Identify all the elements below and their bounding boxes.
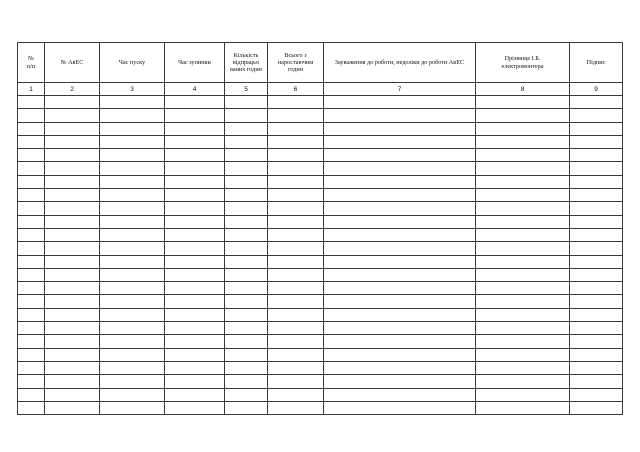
table-cell [18,401,45,414]
table-cell [324,282,476,295]
table-cell [18,255,45,268]
header-electrician-name [476,43,570,83]
table-cell [225,375,268,388]
table-cell [225,348,268,361]
table-cell [476,242,570,255]
table-cell [476,361,570,374]
table-cell [165,202,225,215]
table-cell [165,388,225,401]
table-cell [570,162,623,175]
header-start-time [100,43,165,83]
table-row [18,255,623,268]
table-cell [268,282,324,295]
table-cell [100,242,165,255]
table-cell [45,175,100,188]
table-cell [45,149,100,162]
table-cell [165,255,225,268]
table-cell [165,175,225,188]
table-cell [268,162,324,175]
table-cell [268,401,324,414]
column-number: 6 [268,83,324,96]
header-hours-worked [225,43,268,83]
table-cell [225,295,268,308]
table-cell [45,162,100,175]
table-cell [570,242,623,255]
table-cell [570,388,623,401]
table-cell [45,361,100,374]
table-cell [324,175,476,188]
table-cell [570,135,623,148]
table-cell [225,162,268,175]
table-cell [324,96,476,109]
header-stop-time-label: Час зупинки [178,58,211,66]
table-row [18,109,623,122]
table-row [18,135,623,148]
table-row [18,96,623,109]
table-cell [570,109,623,122]
table-cell [165,135,225,148]
table-cell [18,268,45,281]
table-cell [225,122,268,135]
header-stop-time [165,43,225,83]
table-cell [570,308,623,321]
table-cell [165,282,225,295]
table-cell [570,375,623,388]
table-cell [100,348,165,361]
table-cell [18,109,45,122]
table-cell [268,361,324,374]
table-cell [476,162,570,175]
table-cell [324,401,476,414]
table-cell [476,388,570,401]
table-cell [100,401,165,414]
table-cell [165,401,225,414]
table-row [18,175,623,188]
table-cell [268,96,324,109]
table-cell [570,202,623,215]
table-cell [45,335,100,348]
table-cell [268,295,324,308]
table-row [18,295,623,308]
table-cell [18,308,45,321]
header-row-number-label: № п/п [26,55,36,70]
table-cell [18,162,45,175]
table-cell [100,335,165,348]
table-row [18,282,623,295]
table-cell [476,149,570,162]
table-cell [45,295,100,308]
header-signature [570,43,623,83]
table-cell [268,149,324,162]
table-cell [225,268,268,281]
table-cell [45,215,100,228]
table-cell [100,162,165,175]
table-cell [476,335,570,348]
table-cell [268,189,324,202]
table-cell [268,335,324,348]
table-cell [570,228,623,241]
aves-operation-log-table [17,42,623,415]
table-cell [100,96,165,109]
table-cell [324,122,476,135]
header-signature-label: Підпис [586,58,606,66]
table-cell [18,361,45,374]
table-cell [165,109,225,122]
table-row [18,242,623,255]
table-cell [225,175,268,188]
table-row [18,189,623,202]
table-cell [165,308,225,321]
header-electrician-name-label: Прізвище І.Б. електромонтера [501,55,544,70]
table-cell [225,335,268,348]
table-cell [100,295,165,308]
table-cell [268,268,324,281]
table-cell [100,255,165,268]
table-cell [165,189,225,202]
table-cell [570,361,623,374]
table-cell [476,175,570,188]
table-cell [476,308,570,321]
table-cell [570,189,623,202]
table-cell [165,335,225,348]
table-cell [100,122,165,135]
table-cell [225,255,268,268]
table-cell [225,228,268,241]
table-cell [570,401,623,414]
table-cell [268,215,324,228]
table-cell [18,335,45,348]
header-remarks [324,43,476,83]
table-cell [476,401,570,414]
table-cell [45,135,100,148]
table-cell [18,295,45,308]
column-number-row [18,83,623,96]
table-cell [324,135,476,148]
table-cell [225,109,268,122]
table-cell [165,268,225,281]
table-cell [570,175,623,188]
column-number: 3 [100,83,165,96]
table-cell [100,109,165,122]
table-cell [45,96,100,109]
table-row [18,375,623,388]
table-cell [100,202,165,215]
table-cell [100,215,165,228]
table-cell [570,322,623,335]
table-cell [324,255,476,268]
table-cell [225,135,268,148]
table-cell [100,388,165,401]
table-cell [268,202,324,215]
table-cell [476,322,570,335]
column-number: 2 [45,83,100,96]
table-cell [324,189,476,202]
table-cell [225,202,268,215]
table-cell [165,242,225,255]
table-cell [165,215,225,228]
table-cell [476,96,570,109]
table-cell [100,308,165,321]
header-total-hours-label: Всього з наростаючим годин [277,51,314,74]
table-cell [324,109,476,122]
table-cell [324,335,476,348]
table-cell [18,282,45,295]
table-cell [100,228,165,241]
table-row [18,202,623,215]
table-cell [225,242,268,255]
table-cell [225,96,268,109]
table-cell [476,375,570,388]
table-cell [268,135,324,148]
table-cell [165,295,225,308]
table-cell [476,109,570,122]
table-cell [165,228,225,241]
table-cell [225,361,268,374]
table-cell [324,162,476,175]
table-cell [45,122,100,135]
table-cell [18,242,45,255]
table-cell [18,175,45,188]
table-cell [45,202,100,215]
table-row [18,308,623,321]
header-row-number [18,43,45,83]
table-cell [476,268,570,281]
table-row [18,268,623,281]
table-cell [225,322,268,335]
table-cell [268,175,324,188]
table-row [18,348,623,361]
table-cell [324,268,476,281]
table-cell [268,348,324,361]
table-cell [100,189,165,202]
table-cell [45,109,100,122]
table-cell [476,202,570,215]
header-hours-worked-label: Кількість відпрацьо ваних годин [230,51,262,74]
table-row [18,228,623,241]
table-cell [476,348,570,361]
table-cell [100,375,165,388]
table-cell [324,202,476,215]
table-row [18,388,623,401]
table-cell [225,388,268,401]
table-row [18,322,623,335]
header-remarks-label: Зауваження до роботи, недоліки до роботи АвЕС [334,58,465,66]
table-row [18,401,623,414]
header-total-hours [268,43,324,83]
table-cell [570,215,623,228]
table-cell [570,96,623,109]
table-cell [476,255,570,268]
table-cell [45,189,100,202]
table-cell [324,308,476,321]
table-cell [476,215,570,228]
table-cell [324,322,476,335]
table-cell [324,295,476,308]
table-cell [100,175,165,188]
table-cell [45,228,100,241]
table-cell [45,255,100,268]
table-cell [18,122,45,135]
table-cell [165,361,225,374]
table-cell [324,228,476,241]
column-number: 5 [225,83,268,96]
table-cell [165,122,225,135]
table-cell [570,348,623,361]
table-cell [100,282,165,295]
table-row [18,162,623,175]
table-cell [570,122,623,135]
table-cell [100,322,165,335]
table-cell [45,282,100,295]
table-cell [268,255,324,268]
table-row [18,335,623,348]
table-cell [268,122,324,135]
table-cell [18,375,45,388]
table-cell [268,228,324,241]
table-cell [45,401,100,414]
table-cell [268,388,324,401]
table-cell [324,242,476,255]
table-cell [570,255,623,268]
table-cell [476,135,570,148]
table-cell [324,348,476,361]
table-cell [225,282,268,295]
table-cell [476,189,570,202]
table-cell [165,322,225,335]
table-cell [324,215,476,228]
table-cell [45,268,100,281]
table-cell [18,96,45,109]
table-cell [165,96,225,109]
table-cell [225,149,268,162]
table-cell [45,322,100,335]
table-cell [18,322,45,335]
column-number: 9 [570,83,623,96]
table-cell [18,215,45,228]
table-cell [268,308,324,321]
table-cell [45,308,100,321]
table-cell [100,149,165,162]
table-cell [100,361,165,374]
table-cell [100,135,165,148]
table-cell [18,388,45,401]
table-cell [165,162,225,175]
header-row [18,43,623,83]
table-row [18,122,623,135]
table-cell [476,282,570,295]
table-cell [476,228,570,241]
table-cell [268,322,324,335]
table-cell [570,335,623,348]
table-cell [225,189,268,202]
table-cell [45,388,100,401]
table-cell [324,375,476,388]
table-cell [18,348,45,361]
table-cell [570,282,623,295]
table-cell [18,202,45,215]
table-cell [18,228,45,241]
table-cell [268,242,324,255]
column-number: 8 [476,83,570,96]
table-cell [165,348,225,361]
table-cell [324,388,476,401]
table-cell [225,308,268,321]
table-cell [45,242,100,255]
table-cell [18,135,45,148]
table-cell [570,295,623,308]
table-cell [268,375,324,388]
table-cell [476,295,570,308]
table-cell [268,109,324,122]
table-cell [476,122,570,135]
table-cell [18,149,45,162]
header-aves-number [45,43,100,83]
column-number: 7 [324,83,476,96]
table-row [18,361,623,374]
header-aves-number-label: № АвЕС [60,58,84,66]
table-row [18,215,623,228]
table-cell [18,189,45,202]
table-cell [100,268,165,281]
header-start-time-label: Час пуску [118,58,146,66]
table-cell [45,375,100,388]
table-cell [570,149,623,162]
column-number: 1 [18,83,45,96]
table-cell [165,149,225,162]
column-number: 4 [165,83,225,96]
table-cell [225,215,268,228]
table-cell [324,361,476,374]
table-cell [225,401,268,414]
table-cell [570,268,623,281]
table-cell [324,149,476,162]
table-cell [45,348,100,361]
table-cell [165,375,225,388]
table-row [18,149,623,162]
